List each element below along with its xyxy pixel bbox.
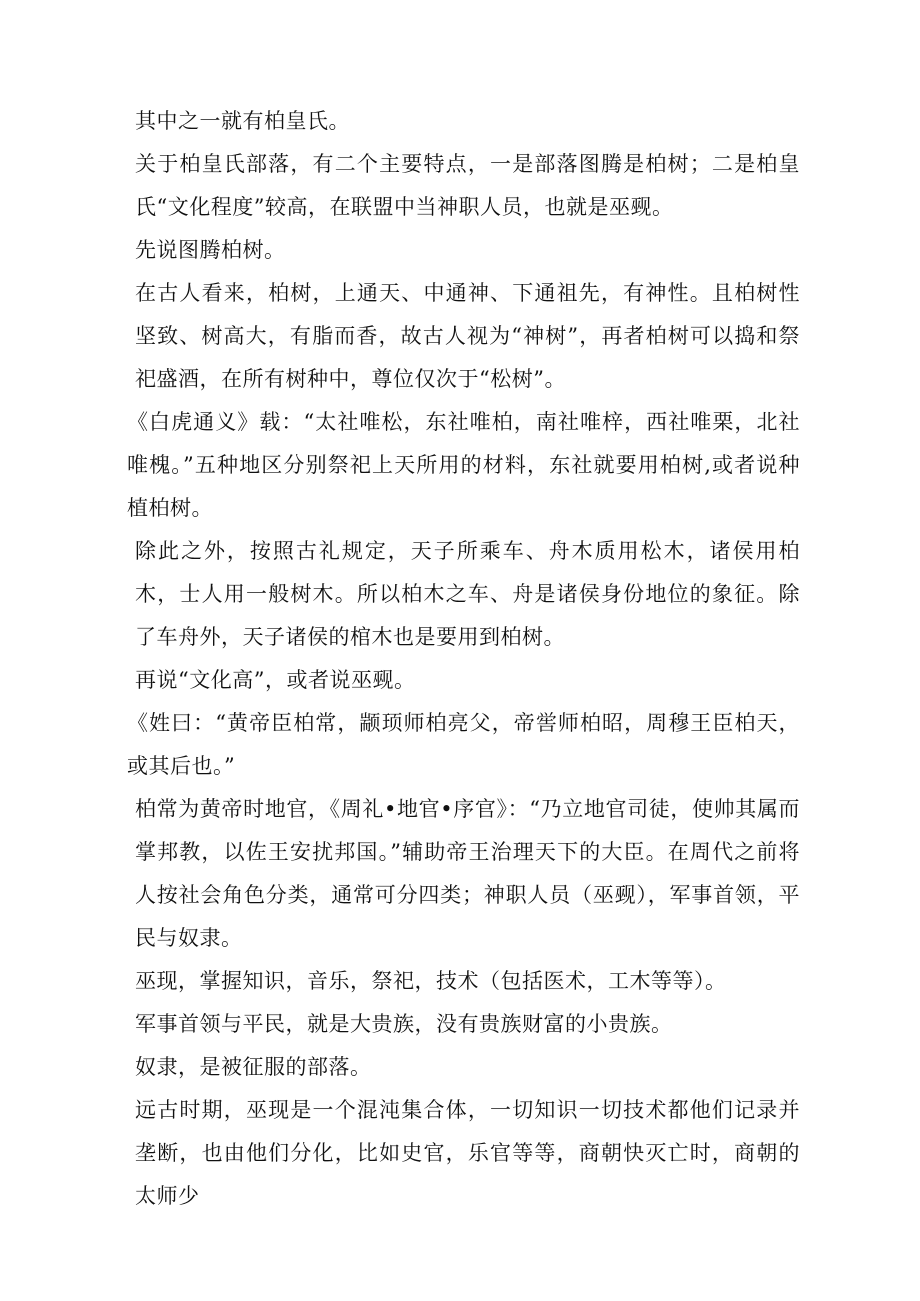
paragraph: 其中之一就有柏皇氏。: [135, 109, 350, 133]
paragraph: 在古人看来，柏树，上通天、中通神、下通祖先，有神性。且柏树性坚致、树高大，有脂而香，故古人视为“神树”，再者柏树可以捣和祭祀盛酒，在所有树种中，尊位仅次于“松树”。: [135, 281, 800, 391]
paragraph: 关于柏皇氏部落，有二个主要特点，一是部落图腾是柏树；二是柏皇氏“文化程度”较高，在联盟中当神职人员，也就是巫觋。: [135, 152, 800, 219]
paragraph: 除此之外，按照古礼规定，天子所乘车、舟木质用松木，诸侯用柏木，士人用一般树木。所以柏木之车、舟是诸侯身份地位的象征。除了车舟外，天子诸侯的棺木也是要用到柏树。: [135, 539, 800, 649]
paragraph: 再说“文化高”，或者说巫觋。: [135, 668, 416, 692]
paragraph: 奴隶，是被征服的部落。: [135, 1055, 372, 1079]
paragraph: 远古时期，巫现是一个混沌集合体，一切知识一切技术都他们记录并垄断，也由他们分化，比如史官，乐官等等，商朝快灭亡时，商朝的太师少: [135, 1098, 800, 1208]
paragraph: 巫现，掌握知识，音乐，祭祀，技术（包括医术，工木等等）。: [135, 969, 727, 993]
paragraph: 《姓曰：“黄帝臣柏常，颛顼师柏亮父，帝喾师柏昭，周穆王臣柏天，或其后也。”: [127, 711, 800, 778]
paragraph: 先说图腾柏树。: [135, 238, 286, 262]
paragraph: 《白虎通义》载：“太社唯松，东社唯柏，南社唯梓，西社唯栗，北社唯槐。”五种地区分别祭祀上天所用的材料，东社就要用柏树,或者说种植柏树。: [127, 410, 800, 520]
document-body: [127, 100, 800, 1218]
paragraph: 军事首领与平民，就是大贵族，没有贵族财富的小贵族。: [135, 1012, 673, 1036]
paragraph: 柏常为黄帝时地官，《周礼•地官•序官》：“乃立地官司徒，使帅其属而掌邦教，以佐王安扰邦国。”辅助帝王治理天下的大臣。在周代之前将人按社会角色分类，通常可分四类；神职人员（巫觋），军事首领，平民与奴隶。: [135, 797, 800, 950]
